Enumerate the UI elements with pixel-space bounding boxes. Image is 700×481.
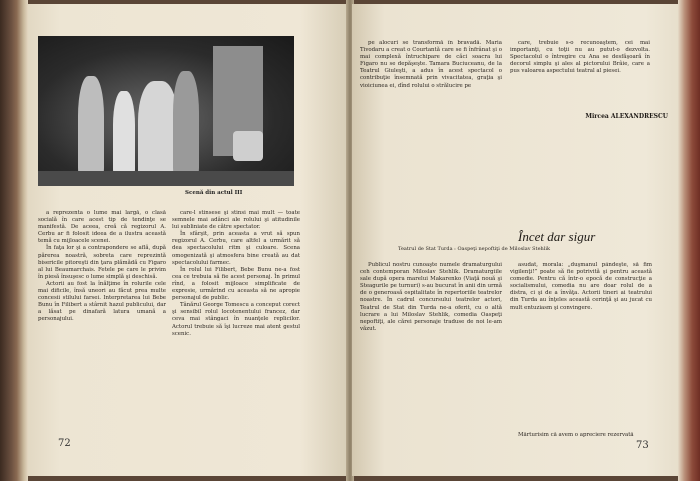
photo-figure — [138, 81, 178, 181]
left-column-1 — [38, 210, 166, 435]
article-subtitle: Teatrul de Stat Turda : Oaspeţi nepoftiţi de Miloslav Stehlik — [398, 246, 550, 252]
paragraph: asudat, morala: „duşmanul pândeşte, să fim vigilenţi!” poate să fie potrivită şi pentru această comedie. Pentru că într-o epocă de construcţie a socialismului, comedia nu are doar rolul de a distra, ci şi de a învăţa. Actorii tineri ai teatrului din Turda au înţeles această cerinţă şi au jucat cu mult entuziasm şi convingere. — [510, 262, 652, 311]
left-column-2 — [172, 210, 300, 435]
paragraph: Tânărul George Tomescu a conceput corect şi sensibil rolul locotenentului francez, dar ceva mai stângaci în nuanţele replicilor. Actorul trebuie să îşi lucreze mai atent gestul scenic. — [172, 302, 300, 337]
right-top-column-2 — [510, 40, 650, 112]
paragraph: care-l stinsese şi stinsi mai mult — toate semnele mai adânci ale rolului şi atitudinile lui subliniate de către spectator. — [172, 210, 300, 231]
right-top-column-1 — [360, 40, 502, 110]
article-column-1 — [360, 262, 502, 440]
paragraph: pe alocuri se transformă în bravadă. Maria Tivodaru a creat o Courtantă care se fi înfrânat şi o mai complexă întruchipare de căci soacra lui Figaro nu se depăşeşte. Tamara Buciuceanu, de la Teatrul Giuleşti, a adus în acest spectacol o contribuţie însemnată prin vivacitatea, graţia şi vioiciunea ei, dînd rolului o strălucire pe — [360, 40, 502, 89]
stage-photo — [38, 36, 294, 186]
photo-figure — [173, 71, 199, 176]
paragraph: În sfârşit, prin aceasta a vrut să spun regizorul A. Cerbu, care altfel a urmărit să dea spectacolului ritm şi culoare. Scena omogenizată şi atmosfera bine creată au dat spectacolului farmec. — [172, 231, 300, 266]
paragraph: În rolul lui Filibert, Bebe Bunu ne-a fost cea ce trebuia să fie acest personaj. În primul rînd, a folosit mijloace simplificate de expresie, urmărind cu aceasta să ne apropie personajul de public. — [172, 266, 300, 302]
right-page-number: 73 — [636, 440, 649, 451]
author-signature: Mircea ALEXANDRESCU — [585, 113, 668, 120]
article-column-2-end — [510, 432, 652, 442]
paragraph: Actorii au fost la înălţime în rolurile cele mai dificile, însă uneori au făcut prea multe concesii stilului farsei. Interpretarea lui Bebe Bunu în Filibert a stârnit hazul publicului, dar a lăsat pe dinafară latura umană a personajului. — [38, 280, 166, 323]
book-binding-left — [0, 0, 28, 481]
photo-figure — [78, 76, 104, 176]
paragraph: Publicul nostru cunoaşte numele dramaturgului ceh contemporan Miloslav Stehlik. Dramaturgiile sale după opera marelui Makarenko (Viaţă nouă şi Steagurile pe turnuri) s-au bucurat în anii din urmă de o generoasă ospitalitate în repertoriile teatrelor noastre. În cadrul concursului teatrelor actori, Teatrul de Stat din Turda ne-a oferit, cu o altă lucrare a lui Miloslav Stehlik, comedia Oaspeţi nepoftiţi, ale cărei personaje traduse de noi le-am văzut. — [360, 262, 502, 332]
book-binding-right — [678, 0, 700, 481]
article-column-2 — [510, 262, 652, 432]
article-title: Încet dar sigur — [518, 229, 596, 244]
photo-figure — [113, 91, 135, 176]
left-page-number: 72 — [58, 438, 71, 449]
photo-stage-floor — [38, 171, 294, 186]
paragraph: care, trebuie s-o recunoaştem, cei mai importanţi, cu toţii nu au putut-o dezvolta. Spectacolul o întregire cu Ana se desfăşoară în decorul simplu şi ales al pictorului Brâie, care a pus valoarea aspectului teatral al piesei. — [510, 40, 650, 75]
photo-chair — [233, 131, 263, 161]
paragraph: a reprezenta o lume mai largă, o clasă socială în care acest tip de tendinţe se manifestă. De aceea, creă că regizorul A. Cerbu ar fi folosit ideea de a ilustra această temă cu mijloacele scenei. — [38, 210, 166, 245]
paragraph: Mărturisim că avem o apreciere rezervată — [518, 432, 634, 438]
photo-caption: Scenă din actul III — [185, 190, 243, 196]
paragraph: În faţa lor şi a contrapondere se află, după părerea noastră, sobreta care reprezintă bisericile pitoreşti din ţara plămădă cu Figaro al lui Beaumarchais. Fetele pe care le privim în piesă însuşesc o lume simplă şi deschisă. — [38, 245, 166, 280]
